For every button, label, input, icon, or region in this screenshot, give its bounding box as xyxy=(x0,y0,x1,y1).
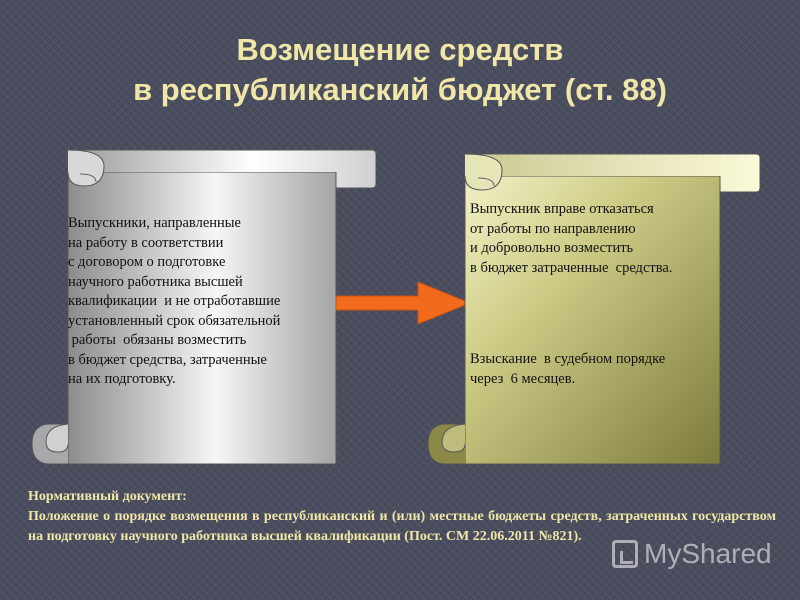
left-line-3: с договором о подготовке xyxy=(68,254,226,270)
watermark-logo-icon xyxy=(612,540,638,568)
right-scroll-text-2 xyxy=(470,350,720,389)
right-p1-line-1: Выпускник вправе отказаться xyxy=(470,201,654,217)
left-line-4: научного работника высшей xyxy=(68,273,243,290)
left-line-9: на их подготовку. xyxy=(68,371,176,387)
left-scroll-text xyxy=(68,214,336,390)
left-line-8: в бюджет средства, затраченные xyxy=(68,351,267,368)
footer-body: Положение о порядке возмещения в республиканский и (или) местные бюджеты средств, затраченных государством на подготовку научного работника высшей квалификации (Пост. СМ 22.06.2011 №821). xyxy=(28,509,776,544)
right-p1-line-4: в бюджет затраченные средства. xyxy=(470,259,673,276)
left-line-7: работы обязаны возместить xyxy=(68,332,247,348)
right-p2-line-1: Взыскание в судебном порядке xyxy=(470,351,666,367)
left-line-5: квалификации и не отработавшие xyxy=(68,293,281,309)
arrow-right-icon xyxy=(336,282,470,324)
right-p1-line-3: и добровольно возместить xyxy=(470,240,634,256)
right-scroll-text-1 xyxy=(470,200,720,278)
right-p2-line-2: через 6 месяцев. xyxy=(470,370,576,387)
watermark xyxy=(612,538,772,570)
title-line-2: в республиканский бюджет (ст. 88) xyxy=(133,72,667,107)
footer-heading: Нормативный документ: xyxy=(28,489,187,504)
left-line-1: Выпускники, направленные xyxy=(68,215,241,231)
left-line-6: установленный срок обязательной xyxy=(68,312,281,329)
title-line-1: Возмещение средств xyxy=(236,32,564,67)
watermark-text: MyShared xyxy=(644,538,772,569)
right-p1-line-2: от работы по направлению xyxy=(470,220,636,237)
left-line-2: на работу в соответствии xyxy=(68,234,224,251)
